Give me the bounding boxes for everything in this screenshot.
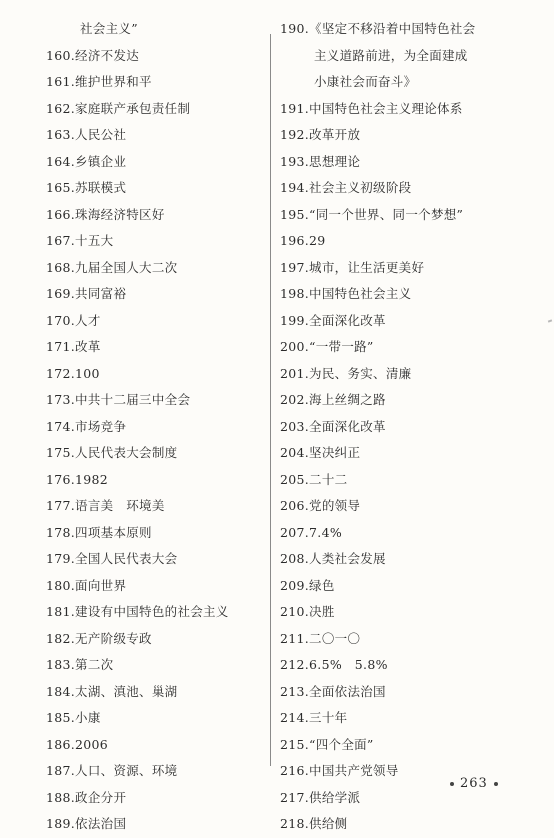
list-item (46, 811, 268, 838)
list-item (46, 149, 268, 176)
item-text: 苏联模式 (75, 180, 127, 195)
item-text: 中国特色社会主义 (309, 286, 412, 301)
item-number: 174. (46, 418, 76, 434)
item-number: 198. (280, 286, 310, 301)
item-number: 177. (46, 498, 76, 513)
list-item (46, 202, 268, 229)
item-text: 7.4% (309, 524, 343, 540)
item-number: 214. (280, 710, 310, 725)
item-text: “四个全面” (309, 736, 374, 752)
item-text: 党的领导 (309, 498, 361, 513)
list-item (280, 255, 530, 282)
list-item (280, 705, 530, 732)
item-number: 189. (46, 816, 76, 831)
list-item (280, 175, 530, 202)
item-number: 173. (46, 392, 76, 407)
item-number: 212. (280, 657, 310, 672)
item-number: 172. (46, 365, 76, 381)
item-text: 家庭联产承包责任制 (75, 100, 191, 116)
column-divider (270, 34, 271, 766)
item-text: “一带一路” (309, 339, 374, 354)
item-number: 178. (46, 524, 76, 540)
item-number: 203. (280, 418, 310, 434)
list-item (46, 387, 268, 414)
item-number: 168. (46, 259, 76, 275)
list-item (46, 43, 268, 70)
item-number: 165. (46, 180, 76, 195)
item-text: 人类社会发展 (309, 551, 386, 566)
list-item (46, 679, 268, 706)
item-number: 166. (46, 206, 76, 222)
item-number: 183. (46, 657, 76, 672)
list-item (46, 599, 268, 626)
item-number: 184. (46, 683, 76, 699)
list-item (46, 785, 268, 812)
item-text: 人才 (75, 312, 101, 328)
list-item (280, 414, 530, 441)
item-text: 人民代表大会制度 (75, 445, 178, 460)
list-item (280, 626, 530, 653)
answer-list-left (46, 16, 268, 838)
item-number: 211. (280, 630, 310, 646)
item-number: 193. (280, 153, 310, 169)
item-number: 216. (280, 763, 310, 778)
item-number: 170. (46, 312, 76, 328)
list-item (280, 281, 530, 308)
item-text: 1982 (75, 471, 109, 487)
bullet-dot (450, 782, 454, 786)
item-text: 社会主义初级阶段 (309, 180, 412, 195)
list-item (46, 573, 268, 600)
list-item-continuation (280, 69, 530, 96)
list-item (46, 758, 268, 785)
item-number: 213. (280, 683, 310, 699)
item-text: 九届全国人大二次 (75, 259, 178, 275)
item-text: 无产阶级专政 (75, 630, 152, 646)
continuation-line (46, 16, 268, 43)
list-item (280, 202, 530, 229)
item-text: 语言美 环境美 (75, 498, 165, 513)
item-number: 181. (46, 604, 76, 619)
item-number: 182. (46, 630, 76, 646)
continuation-text: 社会主义” (80, 21, 138, 36)
list-item (280, 467, 530, 494)
list-item (280, 308, 530, 335)
list-item (280, 520, 530, 547)
item-number: 185. (46, 710, 76, 725)
list-item (280, 387, 530, 414)
item-text: 全面依法治国 (309, 683, 386, 699)
list-item (280, 599, 530, 626)
list-item (280, 361, 530, 388)
page-number (444, 776, 504, 791)
item-text: 海上丝绸之路 (309, 392, 386, 407)
list-item (46, 520, 268, 547)
list-item (280, 334, 530, 361)
item-number: 179. (46, 551, 76, 566)
item-number: 194. (280, 180, 310, 195)
item-number: 205. (280, 471, 310, 487)
list-item (46, 334, 268, 361)
list-item (46, 493, 268, 520)
list-item (46, 69, 268, 96)
item-text: 供给学派 (309, 789, 361, 805)
item-text: 二十二 (309, 471, 348, 487)
list-item (46, 626, 268, 653)
item-text: “同一个世界、同一个梦想” (309, 206, 464, 222)
item-text: 中共十二届三中全会 (75, 392, 191, 407)
item-text: 建设有中国特色的社会主义 (75, 604, 229, 619)
item-number: 163. (46, 127, 76, 142)
item-number: 200. (280, 339, 310, 354)
item-number: 164. (46, 153, 76, 169)
item-text: 思想理论 (309, 153, 361, 169)
item-number: 199. (280, 312, 310, 328)
item-text: 四项基本原则 (75, 524, 152, 540)
item-number: 202. (280, 392, 310, 407)
item-number: 217. (280, 789, 310, 805)
item-text: 共同富裕 (75, 286, 127, 301)
list-item (46, 255, 268, 282)
list-item (46, 308, 268, 335)
item-text-line-3: 小康社会而奋斗》 (314, 74, 417, 89)
item-number: 195. (280, 206, 310, 222)
item-number: 187. (46, 763, 76, 778)
item-text: 6.5% 5.8% (309, 657, 388, 672)
item-text: 100 (75, 365, 100, 381)
item-number: 210. (280, 604, 310, 619)
item-number: 171. (46, 339, 76, 354)
item-number: 169. (46, 286, 76, 301)
list-item (280, 16, 530, 43)
list-item (46, 228, 268, 255)
item-number: 218. (280, 816, 310, 831)
item-text: 人口、资源、环境 (75, 763, 178, 778)
item-number: 176. (46, 471, 76, 487)
item-text: 城市，让生活更美好 (309, 259, 425, 275)
list-item (46, 414, 268, 441)
item-text: 市场竞争 (75, 418, 127, 434)
list-item (280, 652, 530, 679)
item-text: 太湖、滇池、巢湖 (75, 683, 178, 699)
item-text: 二〇一〇 (309, 630, 361, 646)
list-item (46, 467, 268, 494)
list-item (280, 122, 530, 149)
item-number: 191. (280, 100, 310, 116)
item-number: 207. (280, 524, 310, 540)
item-number: 188. (46, 789, 76, 805)
item-number: 206. (280, 498, 310, 513)
item-text: 中国特色社会主义理论体系 (309, 100, 463, 116)
list-item (280, 228, 530, 255)
list-item (280, 96, 530, 123)
item-number: 201. (280, 365, 310, 381)
list-item (46, 175, 268, 202)
item-number: 167. (46, 233, 76, 248)
list-item (46, 440, 268, 467)
item-number: 190. (280, 21, 310, 36)
bullet-dot (494, 782, 498, 786)
list-item (280, 493, 530, 520)
item-text: 改革 (75, 339, 101, 354)
list-item (280, 732, 530, 759)
list-item-continuation (280, 43, 530, 70)
item-number: 175. (46, 445, 76, 460)
item-text: 坚决纠正 (309, 445, 361, 460)
list-item (280, 440, 530, 467)
page-number-text: 263 (460, 776, 488, 791)
item-text: 人民公社 (75, 127, 127, 142)
list-item (46, 652, 268, 679)
item-text: 珠海经济特区好 (75, 206, 165, 222)
item-text: 乡镇企业 (75, 153, 127, 169)
list-item (46, 361, 268, 388)
list-item (46, 96, 268, 123)
list-item (280, 149, 530, 176)
item-text: 绿色 (309, 577, 335, 593)
list-item (280, 811, 530, 838)
item-text: 经济不发达 (75, 47, 140, 63)
item-text: 2006 (75, 736, 109, 752)
item-text: 决胜 (309, 604, 335, 619)
item-number: 215. (280, 736, 310, 752)
item-text: 《坚定不移沿着中国特色社会 (309, 21, 476, 36)
item-number: 162. (46, 100, 76, 116)
item-text: 依法治国 (75, 816, 127, 831)
list-item (280, 546, 530, 573)
item-number: 208. (280, 551, 310, 566)
item-number: 180. (46, 577, 76, 593)
item-number: 192. (280, 127, 310, 142)
list-item (46, 732, 268, 759)
item-text: 全国人民代表大会 (75, 551, 178, 566)
item-text-line-2: 主义道路前进，为全面建成 (314, 47, 468, 63)
item-text: 小康 (75, 710, 101, 725)
item-number: 161. (46, 74, 76, 89)
list-item (280, 573, 530, 600)
item-number: 204. (280, 445, 310, 460)
item-number: 196. (280, 233, 310, 248)
list-item (46, 705, 268, 732)
item-text: 29 (309, 233, 326, 248)
item-text: 维护世界和平 (75, 74, 152, 89)
item-number: 160. (46, 47, 76, 63)
list-item (280, 679, 530, 706)
item-text: 改革开放 (309, 127, 361, 142)
list-item (46, 281, 268, 308)
item-text: 全面深化改革 (309, 312, 386, 328)
item-text: 第二次 (75, 657, 114, 672)
scan-mark (548, 319, 552, 322)
item-text: 三十年 (309, 710, 348, 725)
item-number: 197. (280, 259, 310, 275)
answer-list-right (280, 16, 530, 838)
item-text: 面向世界 (75, 577, 127, 593)
item-text: 全面深化改革 (309, 418, 386, 434)
item-number: 209. (280, 577, 310, 593)
item-text: 十五大 (75, 233, 114, 248)
list-item (46, 122, 268, 149)
list-item (46, 546, 268, 573)
item-text: 政企分开 (75, 789, 127, 805)
item-text: 供给侧 (309, 816, 348, 831)
item-text: 为民、务实、清廉 (309, 365, 412, 381)
item-number: 186. (46, 736, 76, 752)
item-text: 中国共产党领导 (309, 763, 399, 778)
